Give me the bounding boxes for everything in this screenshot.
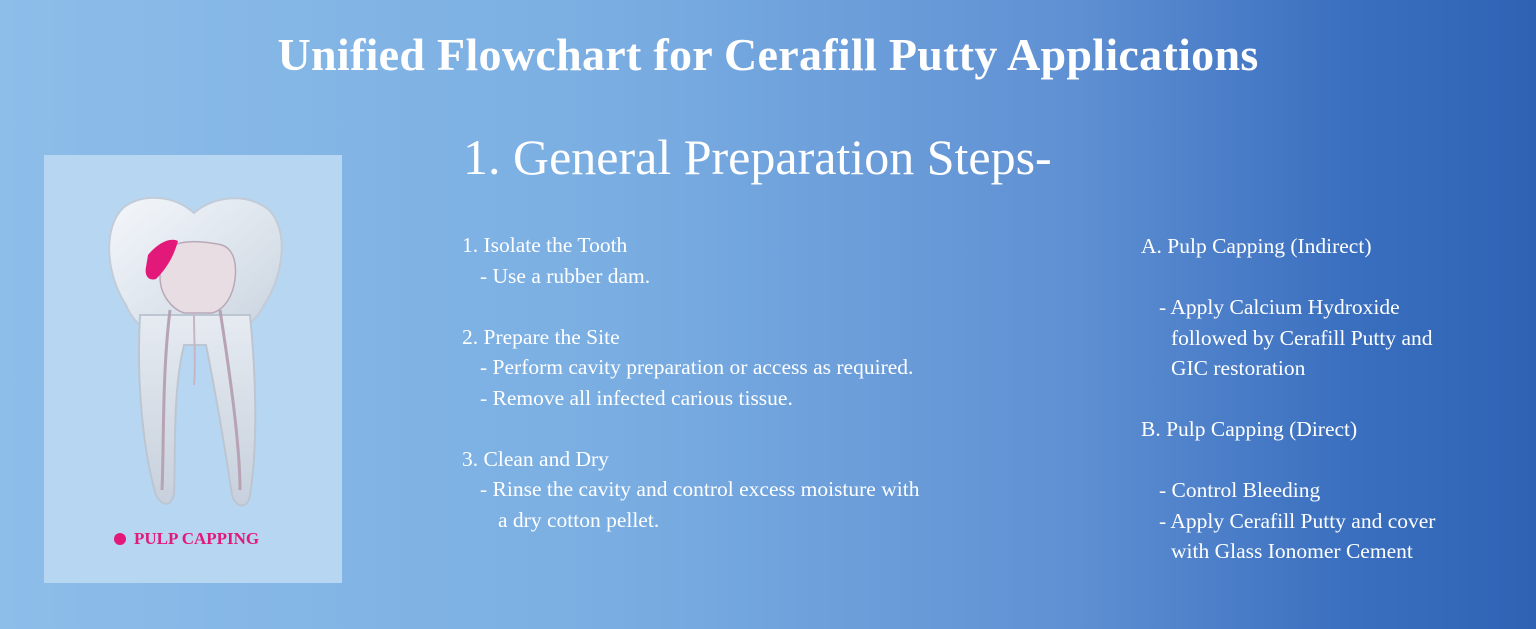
pulp-capping-options [1141,231,1435,597]
tooth-illustration [44,155,342,583]
option-heading: A. Pulp Capping (Indirect) [1141,234,1372,258]
option-line: followed by Cerafill Putty and [1171,325,1433,350]
legend-dot-icon [114,533,126,545]
step-line: - Use a rubber dam. [480,263,651,288]
option-indirect [1141,231,1435,384]
section-heading: 1. General Preparation Steps- [463,129,1052,185]
step-line: - Perform cavity preparation or access as required. [480,355,914,379]
step-heading: 2. Prepare the Site [462,324,620,349]
page-title: Unified Flowchart for Cerafill Putty Applications [277,29,1259,80]
step-heading: 1. Isolate the Tooth [462,233,628,257]
option-line: with Glass Ionomer Cement [1171,539,1413,563]
option-line: - Control Bleeding [1159,478,1321,502]
option-heading: B. Pulp Capping (Direct) [1141,417,1358,441]
option-line: - Apply Calcium Hydroxide [1159,295,1400,319]
step-heading: 3. Clean and Dry [462,446,609,471]
step-line: - Remove all infected carious tissue. [480,385,793,410]
legend-item [114,529,259,549]
option-direct [1141,414,1435,567]
tooth-illustration-panel [44,155,342,583]
step-isolate [462,230,919,291]
step-line: - Rinse the cavity and control excess moisture with [480,477,920,501]
step-line: a dry cotton pellet. [498,507,660,532]
step-prepare [462,322,919,414]
preparation-steps [462,230,919,566]
legend-label: PULP CAPPING [134,529,260,548]
step-clean-dry [462,444,919,536]
option-line: - Apply Cerafill Putty and cover [1159,508,1436,533]
option-line: GIC restoration [1171,356,1306,380]
